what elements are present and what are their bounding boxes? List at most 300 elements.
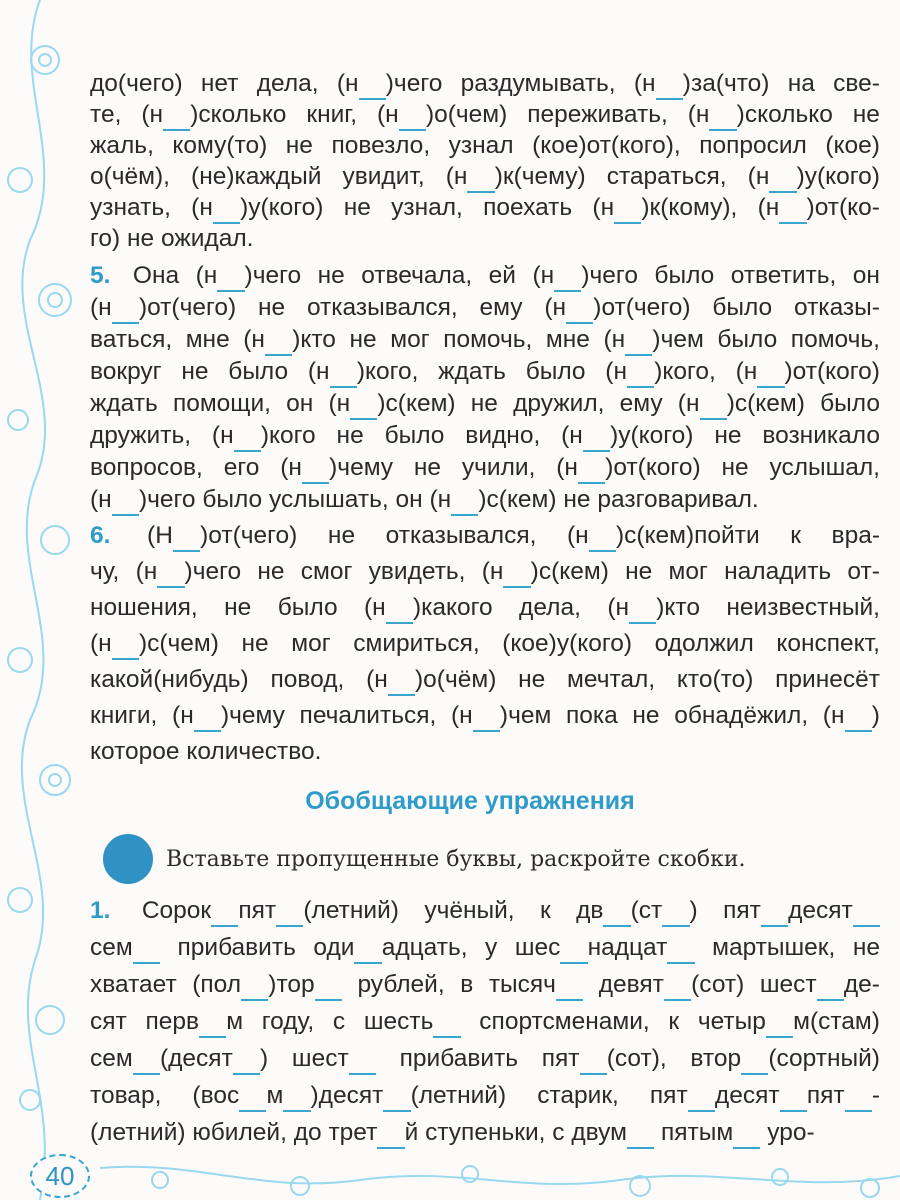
word: услышать, <box>268 486 389 513</box>
word: (н )с(чем) <box>90 630 219 658</box>
text-line <box>90 594 880 622</box>
blank-input[interactable] <box>349 1045 376 1075</box>
word: не <box>563 486 591 513</box>
word: (н )от(ко- <box>758 194 880 222</box>
text-line <box>90 454 880 482</box>
blank-input[interactable] <box>473 702 500 732</box>
word: он <box>395 486 423 513</box>
blank-input[interactable] <box>467 163 494 193</box>
word: не <box>317 262 345 289</box>
word: девят (сот) <box>599 971 745 999</box>
blank-input[interactable] <box>554 262 581 292</box>
word: у <box>485 934 498 961</box>
text-line <box>90 1082 880 1110</box>
word: не <box>257 294 286 321</box>
word: неизвестный, <box>726 594 880 621</box>
blank-input[interactable] <box>241 971 268 1001</box>
word: (н )сколько <box>141 101 286 129</box>
word: четыр м(стам) <box>698 1008 880 1036</box>
word: узнал <box>448 132 514 159</box>
word: (н )с(кем) <box>429 486 563 514</box>
blank-input[interactable] <box>265 326 292 356</box>
word: не <box>349 326 377 353</box>
word: ему <box>479 294 523 321</box>
blank-input[interactable] <box>399 101 426 131</box>
word: было <box>820 390 880 417</box>
blank-input[interactable] <box>377 1119 404 1149</box>
blank-input[interactable] <box>163 101 190 131</box>
blank-input[interactable] <box>330 358 357 388</box>
word: какой(нибудь) <box>90 666 249 693</box>
word: его <box>223 454 260 481</box>
blank-input[interactable] <box>603 897 630 927</box>
word: не <box>852 101 880 128</box>
blank-input[interactable] <box>133 934 160 964</box>
word: стараться, <box>606 163 727 190</box>
word: не <box>181 358 209 385</box>
word: одолжил <box>654 630 754 657</box>
word: не <box>721 454 749 481</box>
word: не <box>625 558 653 585</box>
exercise-number: 5. <box>90 262 111 289</box>
word: обнадёжил, <box>674 702 809 729</box>
word: ответить, <box>730 262 837 289</box>
blank-input[interactable] <box>741 1045 768 1075</box>
text-line <box>90 558 880 586</box>
word: (н )у(кого) <box>191 194 323 222</box>
word: печалиться, <box>299 702 437 729</box>
word: ей <box>488 262 516 289</box>
word: (кое)от(кого), <box>532 132 681 159</box>
word: оди адцать, <box>313 934 467 962</box>
word: втор (сортный) <box>690 1045 880 1073</box>
word: пят (сот), <box>542 1045 667 1073</box>
word: до(чего) <box>90 70 183 97</box>
word: не <box>632 702 660 729</box>
word: (н )кто <box>243 326 336 354</box>
word: книг, <box>306 101 358 128</box>
word: дружить, <box>90 422 192 449</box>
word: (н )чем <box>603 326 703 354</box>
word: нет <box>200 70 239 97</box>
word: сят <box>90 1008 127 1035</box>
word: разговаривал. <box>597 486 759 513</box>
word: (н )за(что) <box>634 70 770 98</box>
blank-input[interactable] <box>112 630 139 660</box>
word: принесёт <box>775 666 880 693</box>
word: отвечала, <box>361 262 473 289</box>
text-line <box>90 897 880 925</box>
word: жаль, <box>90 132 154 159</box>
word: повод, <box>270 666 345 693</box>
blank-input[interactable] <box>761 897 788 927</box>
blank-input[interactable] <box>625 326 652 356</box>
word: учили, <box>461 454 536 481</box>
blank-input[interactable] <box>315 971 342 1001</box>
blank-input[interactable] <box>302 454 329 484</box>
text-line <box>90 422 880 450</box>
word: не <box>327 522 356 549</box>
word: кому(то) <box>172 132 268 159</box>
blank-input[interactable] <box>233 1045 260 1075</box>
word: было <box>717 326 778 353</box>
word: шест де- <box>760 971 880 999</box>
word: было <box>654 262 715 289</box>
text-line <box>90 225 880 253</box>
blank-input[interactable] <box>566 294 593 324</box>
word: (н ) <box>823 702 880 730</box>
blank-input[interactable] <box>614 194 641 224</box>
word: не <box>343 194 371 221</box>
word: к <box>539 897 551 924</box>
blank-input[interactable] <box>757 358 784 388</box>
word: не <box>852 934 880 961</box>
word: отказы- <box>794 294 880 321</box>
word: товар, <box>90 1082 162 1109</box>
text-line <box>90 934 880 962</box>
blank-input[interactable] <box>433 1008 460 1038</box>
text-line <box>90 194 880 222</box>
word: не <box>518 666 546 693</box>
word: помочь, <box>443 326 533 353</box>
word: пят десят пят - <box>650 1082 880 1110</box>
word: ступеньки, <box>425 1119 546 1146</box>
text-line <box>90 971 880 999</box>
word: го) <box>90 225 121 252</box>
word: (н )какого <box>364 594 493 622</box>
word: повезло, <box>331 132 431 159</box>
text-line <box>90 294 880 322</box>
word: (н )о(чём) <box>366 666 496 694</box>
word: отказывался, <box>306 294 458 321</box>
page-number: 40 <box>30 1154 90 1198</box>
word: (пол )тор <box>192 971 342 999</box>
text-line <box>90 1119 880 1147</box>
blank-input[interactable] <box>560 934 587 964</box>
word: (н )кого, <box>308 358 419 386</box>
word: он <box>286 390 314 417</box>
word: дружил, <box>513 390 605 417</box>
blank-input[interactable] <box>503 558 530 588</box>
word: к <box>668 1008 680 1035</box>
word: мечтал, <box>567 666 656 693</box>
word: ему <box>619 390 663 417</box>
word: спортсменами, <box>479 1008 650 1035</box>
text-line <box>90 738 880 766</box>
blank-input[interactable] <box>627 1119 654 1149</box>
word: которое <box>90 738 180 765</box>
blank-input[interactable] <box>133 1045 160 1075</box>
word: не <box>336 422 364 449</box>
word: смириться, <box>353 630 480 657</box>
blank-input[interactable] <box>629 594 656 624</box>
word: не <box>285 132 313 159</box>
word: мне <box>185 326 230 353</box>
word: было <box>228 358 289 385</box>
word: вопросов, <box>90 454 203 481</box>
word: увидит, <box>342 163 425 190</box>
word: вра- <box>831 522 880 549</box>
instruction-text: Вставьте пропущенные буквы, раскройте скобки. <box>166 847 746 872</box>
word: конспект, <box>776 630 880 657</box>
blank-input[interactable] <box>817 971 844 1001</box>
word: книги, <box>90 702 158 729</box>
word: пока <box>565 702 618 729</box>
word: (н )чему <box>280 454 393 482</box>
word: мог <box>291 630 331 657</box>
blank-input[interactable] <box>556 971 583 1001</box>
word: рублей, <box>357 971 445 998</box>
blank-input[interactable] <box>583 422 610 452</box>
word: (н )кого, <box>605 358 716 386</box>
word: с <box>552 1119 565 1146</box>
word: (не)каждый <box>191 163 322 190</box>
blank-input[interactable] <box>173 522 200 552</box>
word: к <box>790 522 801 549</box>
word: двум <box>571 1119 661 1147</box>
blank-input[interactable] <box>112 294 139 324</box>
text-line <box>90 702 880 730</box>
word: не <box>127 225 155 252</box>
blank-input[interactable] <box>213 194 240 224</box>
word: попросил <box>699 132 807 159</box>
word: не <box>241 630 269 657</box>
word: раздумывать, <box>460 70 616 97</box>
blank-input[interactable] <box>580 1045 607 1075</box>
text-line <box>90 358 880 386</box>
blank-input[interactable] <box>853 897 880 927</box>
word: количество. <box>186 738 322 765</box>
blank-input[interactable] <box>845 1082 872 1112</box>
word: сем <box>90 934 160 962</box>
blank-input[interactable] <box>354 934 381 964</box>
word: (н )от(кого) <box>556 454 700 482</box>
text-line <box>90 522 880 550</box>
blank-input[interactable] <box>627 358 654 388</box>
word: (н )у(кого) <box>561 422 693 450</box>
word: услышал, <box>769 454 880 481</box>
blank-input[interactable] <box>700 390 727 420</box>
blank-input[interactable] <box>779 194 806 224</box>
word: он <box>852 262 880 289</box>
word: не <box>413 454 442 481</box>
exercise-number: 6. <box>90 522 111 549</box>
blank-input[interactable] <box>451 486 478 516</box>
text-line <box>90 101 880 129</box>
word: дела, <box>256 70 319 97</box>
word: дв (ст ) <box>576 897 698 925</box>
word: (н )с(кем) <box>328 390 455 418</box>
word: ожидал. <box>160 225 254 252</box>
word: наладить <box>724 558 832 585</box>
word: мне <box>545 326 590 353</box>
text-line <box>90 132 880 160</box>
word: узнал, <box>391 194 463 221</box>
word: прибавить <box>399 1045 519 1072</box>
word: ждать <box>90 390 158 417</box>
word: (н )чего <box>337 70 443 98</box>
word: (вос м )десят (летний) <box>192 1082 506 1110</box>
blank-input[interactable] <box>780 1082 807 1112</box>
blank-input[interactable] <box>283 1082 310 1112</box>
word: шес надцат <box>515 934 695 962</box>
decorative-border-bottom <box>0 1160 900 1200</box>
blank-input[interactable] <box>234 422 261 452</box>
word: до <box>293 1119 322 1146</box>
word: (н )от(чего) <box>90 294 236 322</box>
word: (н )чего <box>532 262 638 290</box>
blank-input[interactable] <box>709 101 736 131</box>
word: (н )чего <box>136 558 242 586</box>
word: прибавить <box>177 934 296 961</box>
word: на <box>787 70 815 97</box>
blank-input[interactable] <box>688 1082 715 1112</box>
word: было <box>277 594 338 621</box>
word: не <box>714 422 742 449</box>
word: году, <box>261 1008 315 1035</box>
word: учёный, <box>424 897 515 924</box>
word: (Н )от(чего) <box>147 522 297 550</box>
word: поехать <box>483 194 573 221</box>
word: было <box>202 486 263 513</box>
blank-input[interactable] <box>199 1008 226 1038</box>
word: Сорок пят (летний) <box>142 897 399 925</box>
blank-input[interactable] <box>276 897 303 927</box>
blank-input[interactable] <box>239 1082 266 1112</box>
word: ношения, <box>90 594 198 621</box>
word: было <box>712 294 773 321</box>
word: (н )у(кого) <box>748 163 880 191</box>
text-line <box>90 163 880 191</box>
word: ваться, <box>90 326 173 353</box>
word: сем (десят ) <box>90 1045 268 1073</box>
word: не <box>470 390 498 417</box>
text-line <box>90 70 880 98</box>
word: дела, <box>519 594 581 621</box>
text-line <box>90 1045 880 1073</box>
word: ждать <box>438 358 506 385</box>
word: (летний) <box>90 1119 186 1146</box>
exercise-number: 1. <box>90 897 111 924</box>
word: (н )чего <box>196 262 302 290</box>
word: помощи, <box>172 390 271 417</box>
word: узнать, <box>90 194 171 221</box>
text-line <box>90 1008 880 1036</box>
blank-input[interactable] <box>383 1082 410 1112</box>
word: не <box>257 558 285 585</box>
word: увидеть, <box>368 558 466 585</box>
word: шесть <box>364 1008 461 1036</box>
blank-input[interactable] <box>845 702 872 732</box>
word: (н )чему <box>172 702 285 730</box>
blank-input[interactable] <box>667 934 694 964</box>
word: мог <box>668 558 708 585</box>
word: в <box>460 971 474 998</box>
word: с <box>332 1008 346 1035</box>
word: те, <box>90 101 122 128</box>
word: помочь, <box>790 326 880 353</box>
blank-input[interactable] <box>578 454 605 484</box>
blank-input[interactable] <box>388 666 415 696</box>
word: смог <box>300 558 353 585</box>
text-line <box>90 666 880 694</box>
word: (н )кого <box>212 422 316 450</box>
blank-input[interactable] <box>589 522 616 552</box>
word: (н )от(кого) <box>736 358 880 386</box>
word: возникало <box>762 422 880 449</box>
word: отказывался, <box>385 522 537 549</box>
text-line <box>90 262 880 290</box>
word: (н )с(кем)пойти <box>567 522 760 550</box>
word: о(чём), <box>90 163 170 190</box>
blank-input[interactable] <box>350 390 377 420</box>
word: све- <box>833 70 880 97</box>
word: тысяч <box>489 971 583 999</box>
word: (н )от(чего) <box>544 294 690 322</box>
word: вокруг <box>90 358 162 385</box>
word: хватает <box>90 971 177 998</box>
blank-input[interactable] <box>769 163 796 193</box>
word: (н )о(чем) <box>377 101 507 129</box>
text-line <box>90 390 880 418</box>
word: (н )чем <box>451 702 551 730</box>
word: (н )к(кому), <box>592 194 737 222</box>
word: мог <box>390 326 430 353</box>
section-heading: Обобщающие упражнения <box>305 787 635 815</box>
text-line <box>90 326 880 354</box>
blank-input[interactable] <box>217 262 244 292</box>
blank-input[interactable] <box>662 897 689 927</box>
word: уро- <box>767 1119 815 1146</box>
blank-input[interactable] <box>386 594 413 624</box>
blank-input[interactable] <box>766 1008 793 1038</box>
text-line <box>90 486 880 514</box>
blank-input[interactable] <box>211 897 238 927</box>
word: шест <box>292 1045 376 1073</box>
word: от- <box>847 558 880 585</box>
blank-input[interactable] <box>359 70 386 100</box>
word: кто(то) <box>676 666 754 693</box>
blank-input[interactable] <box>194 702 221 732</box>
blank-input[interactable] <box>733 1119 760 1149</box>
blank-input[interactable] <box>664 971 691 1001</box>
word: чу, <box>90 558 120 585</box>
word: пят десят <box>723 897 880 925</box>
word: Она <box>132 262 180 289</box>
word: не <box>224 594 252 621</box>
blank-input[interactable] <box>656 70 683 100</box>
instruction-bullet-icon <box>103 834 153 884</box>
word: (н )сколько <box>688 101 833 129</box>
decorative-border-left <box>0 0 80 1200</box>
word: (н )с(кем) <box>482 558 609 586</box>
blank-input[interactable] <box>157 558 184 588</box>
text-line <box>90 630 880 658</box>
word: было <box>525 358 586 385</box>
word: перв м <box>145 1008 243 1036</box>
word: старик, <box>537 1082 619 1109</box>
word: (н )чего <box>90 486 202 514</box>
word: переживать, <box>527 101 668 128</box>
word: (н )к(чему) <box>446 163 586 191</box>
word: (кое) <box>825 132 880 159</box>
word: юбилей, <box>192 1119 287 1146</box>
blank-input[interactable] <box>112 486 139 516</box>
word: видно, <box>465 422 541 449</box>
word: трет й <box>328 1119 425 1147</box>
word: (н )с(кем) <box>678 390 805 418</box>
word: мартышек, <box>712 934 836 961</box>
